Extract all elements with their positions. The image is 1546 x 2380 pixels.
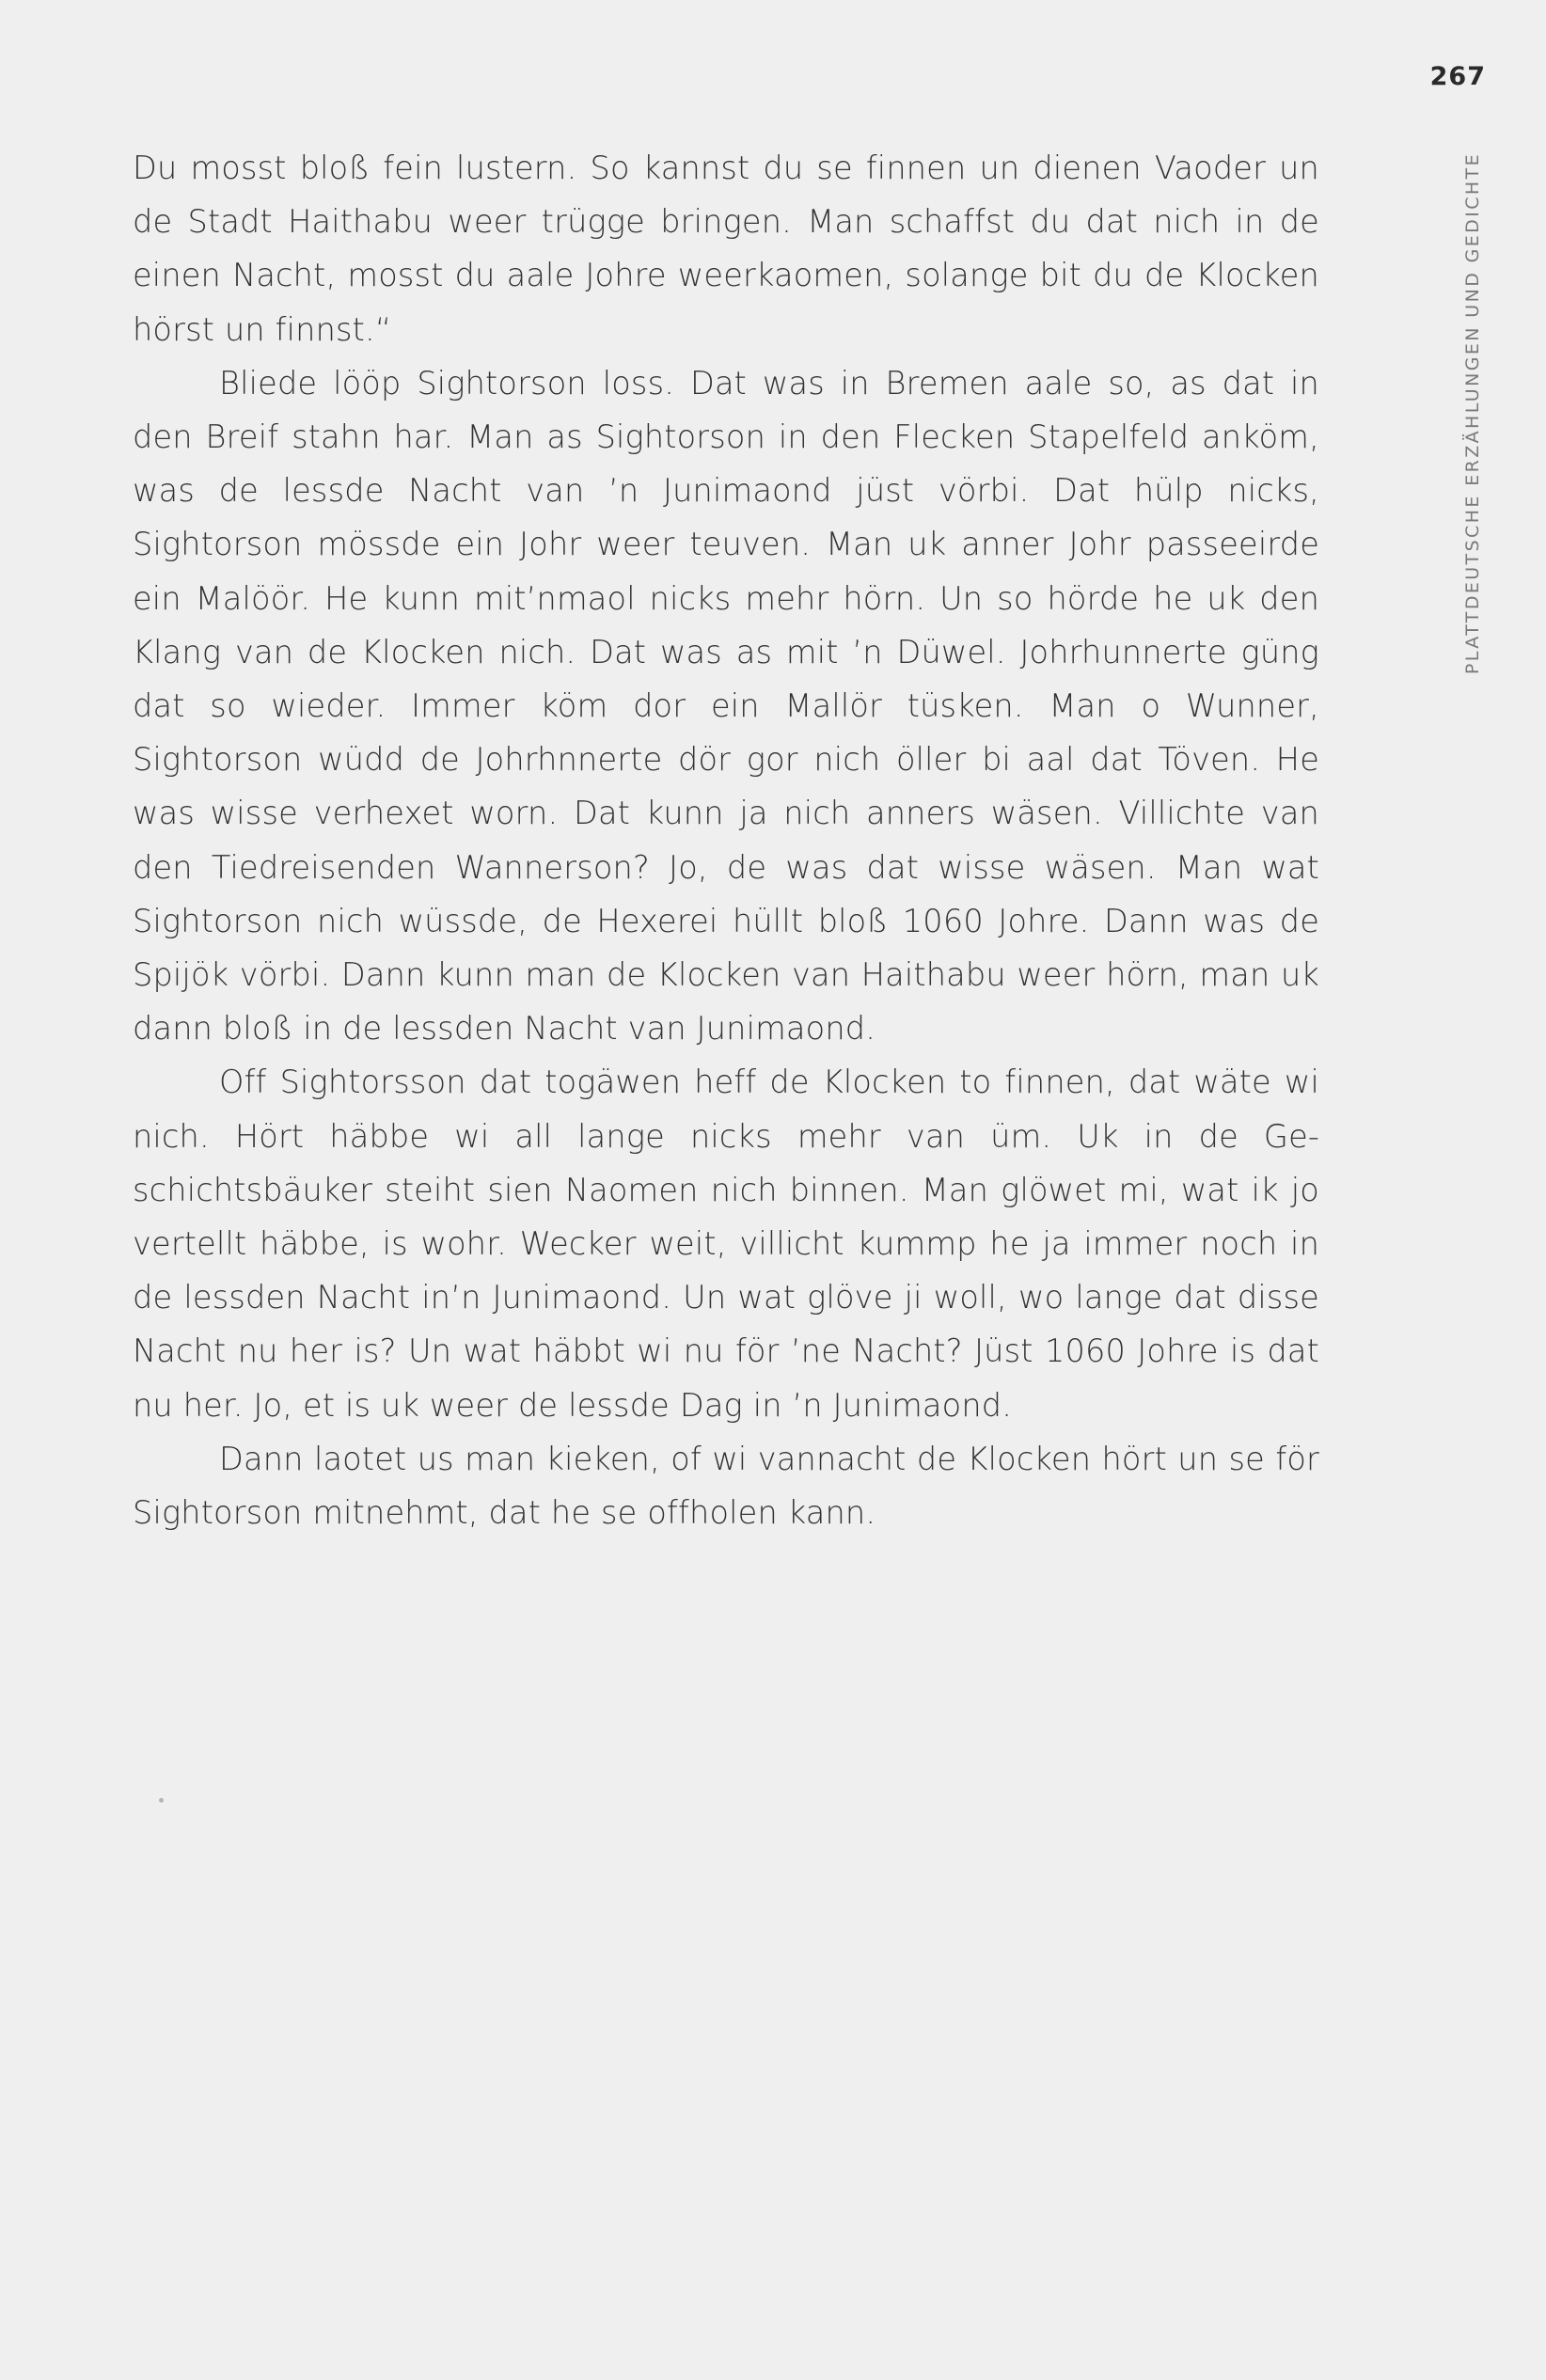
paragraph: Du mosst bloß fein lustern. So kannst du se finnen un dienen Vaoder un de Stadt Haithabu weer trügge bringen. Man schaffst du dat nich in de einen Nacht, mosst du aale Johre weerkaomen, solange bit du de Klocken hörst un finnst.“	[133, 150, 1319, 348]
paper-speck	[159, 1798, 164, 1803]
paragraph: Off Sightorsson dat togäwen heff de Klocken to finnen, dat wäte wi nich. Hört häbbe wi all lange nicks mehr van üm. Uk in de Geschichtsbäuker steiht sien Naomen nich binnen. Man glöwet mi, wat ik jo vertellt häbbe, is wohr. Wecker weit, villicht kummp he ja immer noch in de lessden Nacht in’n Junimaond. Un wat glöve ji woll, wo lange dat disse Nacht nu her is? Un wat häbbt wi nu för ’ne Nacht? Jüst 1060 Johre is dat nu her. Jo, et is uk weer de lessde Dag in ’n Junimaond.	[133, 1064, 1319, 1424]
running-head-text: PLATTDEUTSCHE ERZÄHLUNGEN UND GEDICHTE	[1462, 152, 1483, 675]
paragraph: Bliede lööp Sightorson loss. Dat was in Bremen aale so, as dat in den Breif stahn har. Man as Sightorson in den Flecken Stapelfeld anköm, was de lessde Nacht van ’n Junimaond jüst vörbi. Dat hülp nicks, Sightorson mössde ein Johr weer teuven. Man uk anner Johr passeeirde ein Malöör. He kunn mit’nmaol nicks mehr hörn. Un so hörde he uk den Klang van de Klocken nich. Dat was as mit ’n Düwel. Johrhunnerte güng dat so wieder. Immer köm dor ein Mallör tüsken. Man o Wunner, Sightorson wüdd de Johrhnnerte dör gor nich öller bi aal dat Töven. He was wisse verhexet worn. Dat kunn ja nich anners wäsen. Villichte van den Tiedreisenden Wannerson? Jo, de was dat wisse wäsen. Man wat Sightorson nich wüssde, de Hexerei hüllt bloß 1060 Johre. Dann was de Spijök vörbi. Dann kunn man de Klocken van Haithabu weer hörn, man uk dann bloß in de lessden Nacht van Junimaond.	[133, 364, 1319, 1048]
body-text	[133, 141, 1319, 1539]
paragraph: Dann laotet us man kieken, of wi vannacht de Klocken hört un se för Sightorson mitnehmt, dat he se offholen kann.	[133, 1440, 1319, 1532]
page-number: 267	[1429, 62, 1486, 91]
